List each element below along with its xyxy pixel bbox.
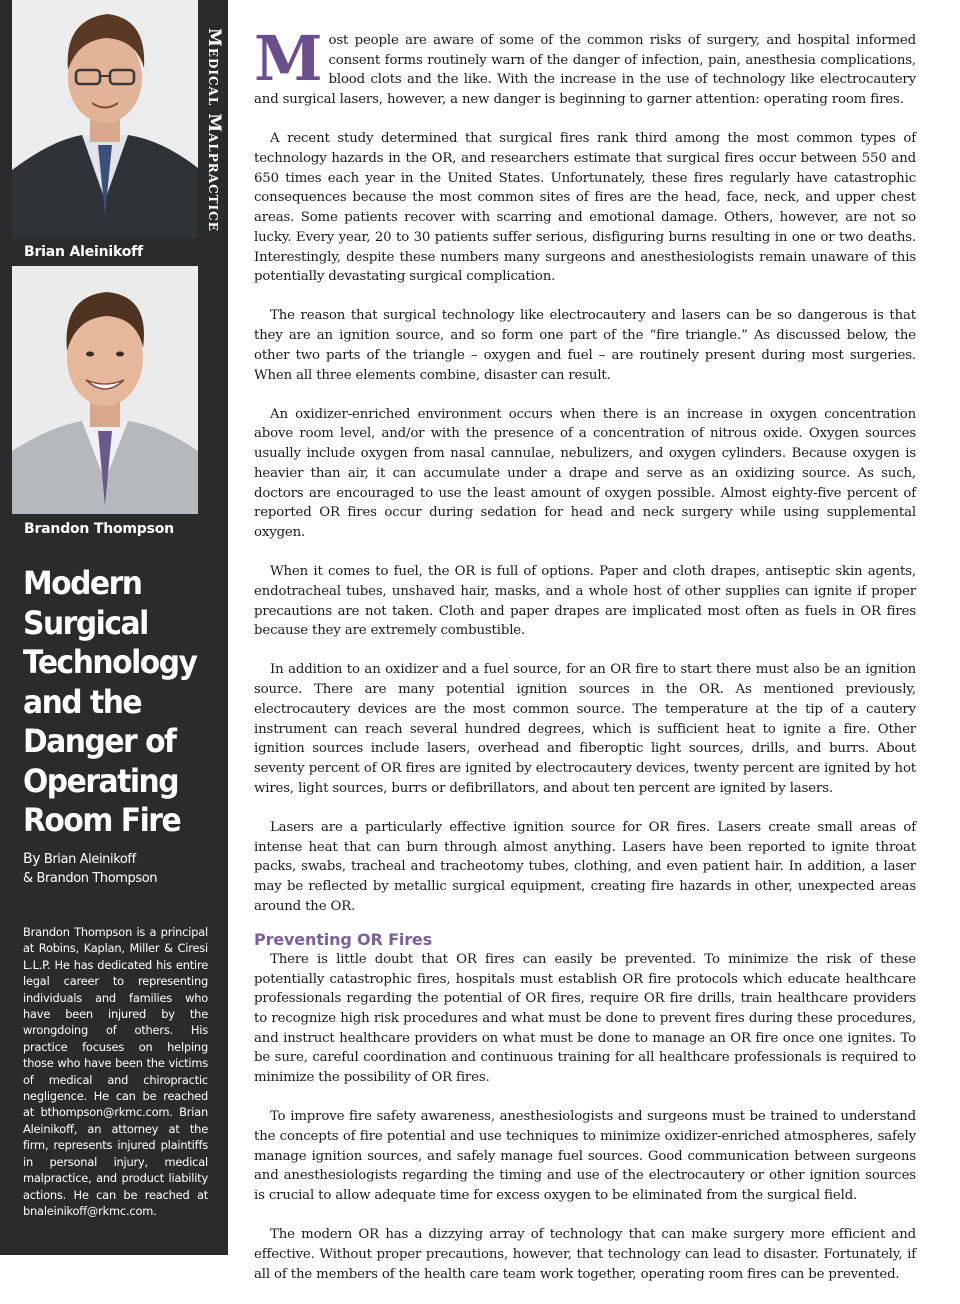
title-line: Surgical (23, 603, 148, 642)
title-line: and the (23, 682, 142, 721)
portrait-illustration (12, 0, 198, 238)
byline-author-2: & Brandon Thompson (23, 871, 158, 886)
title-line: Technology (23, 643, 197, 681)
author-caption-1: Brian Aleinikoff (24, 244, 143, 260)
byline (23, 850, 223, 888)
body-paragraph: In addition to an oxidizer and a fuel source, for an OR fire to start there must also be an ignition source. There are many potential ignition sources in the OR. As mentioned previously, electrocautery devices are the most common source. The temperature at the tip of a cautery instrument can reach several hundred degrees, which is sufficient heat to ignite a fire. Other ignition sources include lasers, overhead and fiberoptic light sources, drills, and burrs. About seventy percent of OR fires are ignited by electrocautery devices, twenty percent are ignited by hot wires, light sources, burrs or defibrillators, and about ten percent are ignited by lasers. (254, 662, 916, 796)
byline-author-1: Brian Aleinikoff (43, 852, 136, 867)
byline-by: By (23, 851, 41, 867)
body-paragraph: The reason that surgical technology like electrocautery and lasers can be so dangerous is that they are an ignition source, and so form one part of the “fire triangle.” As discussed below, the other two parts of the triangle – oxygen and fuel – are routinely present during most surgeries. When all three elements combine, disaster can result. (254, 308, 916, 383)
author-bio: Brandon Thompson is a principal at Robins, Kaplan, Miller & Ciresi L.L.P. He has dedicated his entire legal career to representing individuals and families who have been injured by the wrongdoing of others. His practice focuses on helping those who have been the victims of medical and chiropractic negligence. He can be reached at bthompson@rkmc.com. Brian Aleinikoff, an attorney at the firm, represents injured plaintiffs in personal injury, medical malpractice, and product liability actions. He can be reached at bnaleinikoff@rkmc.com. (23, 925, 208, 1218)
author-photo-brian-aleinikoff (12, 0, 198, 238)
body-paragraph: When it comes to fuel, the OR is full of options. Paper and cloth drapes, antiseptic skin agents, endotracheal tubes, unshaved hair, masks, and a whole host of other supplies can ignite if proper precautions are not taken. Cloth and paper drapes are implicated most often as fuels in OR fires because they are extremely combustible. (254, 564, 916, 639)
section-label (201, 28, 227, 288)
title-line: Operating (23, 761, 179, 800)
title-line: Modern (23, 564, 142, 602)
title-line: Room Fire (23, 801, 181, 839)
body-paragraph: The modern OR has a dizzying array of technology that can make surgery more efficient and effective. Without proper precautions, however, that technology can lead to disaster. Fortunately, if all of the members of the health care team work together, operating room fires can be prevented. (254, 1227, 916, 1282)
intro-text: ost people are aware of some of the common risks of surgery, and hospital informed consent forms routinely warn of the danger of infection, pain, anesthesia complications, blood clots and the like. With the increase in the use of technology like electrocautery and surgical lasers, however, a new danger is beginning to garner attention: operating room fires. (254, 33, 916, 108)
article-body (254, 22, 916, 1304)
body-paragraph: There is little doubt that OR fires can easily be prevented. To minimize the risk of these potentially catastrophic fires, hospitals must establish OR fire protocols which educate healthcare professionals regarding the potential of OR fires, require OR fire drills, train healthcare providers to recognize high risk procedures and what must be done to prevent fires during these procedures, and instruct healthcare providers on what must be done to manage an OR fire once one ignites. To be sure, careful coordination and continuous training for all healthcare professionals is required to minimize the possibility of OR fires. (254, 951, 916, 1086)
body-paragraph: To improve fire safety awareness, anesthesiologists and surgeons must be trained to understand the concepts of fire potential and use techniques to minimize oxidizer-enriched atmospheres, safely manage ignition sources, and safely manage fuel sources. Good communication between surgeons and anesthesiologists regarding the timing and use of the electrocautery or other ignition sources is crucial to allow adequate time for excess oxygen to be eliminated from the surgical field. (254, 1109, 916, 1204)
body-paragraph: A recent study determined that surgical fires rank third among the most common types of technology hazards in the OR, and researchers estimate that surgical fires occur between 550 and 650 times each year in the United States. Unfortunately, these fires regularly have catastrophic consequences because the most common sites of fires are the head, face, neck, and upper chest areas. Some patients recover with scarring and emotional damage. Others, however, are not so lucky. Every year, 20 to 30 patients suffer serious, disfiguring burns resulting in one or two deaths. Interestingly, despite these numbers many surgeons and anesthesiologists remain unaware of this potentially devastating surgical complication. (254, 131, 916, 285)
intro-paragraph (254, 22, 916, 110)
portrait-illustration (12, 266, 198, 514)
article-title (23, 564, 209, 841)
body-paragraph: Lasers are a particularly effective ignition source for OR fires. Lasers create small areas of intense heat that can burn through almost anything. Lasers have been reported to ignite throat packs, swabs, tracheal and tracheotomy tubes, clothing, and even patient hair. In addition, a laser may be reflected by metallic surgical equipment, creating fire hazards in other, unexpected areas around the OR. (254, 819, 916, 914)
drop-cap: M (254, 22, 323, 95)
author-caption-2: Brandon Thompson (24, 521, 174, 537)
title-line: Danger of (23, 722, 176, 760)
section-label-text: Medical Malpractice (204, 28, 224, 232)
section-subheading: Preventing OR Fires (254, 929, 433, 949)
sidebar (0, 0, 228, 1255)
body-paragraph: An oxidizer-enriched environment occurs when there is an increase in oxygen concentration above room level, and/or with the presence of a concentration of nitrous oxide. Oxygen sources usually include oxygen from nasal cannulae, nebulizers, and oxygen cylinders. Because oxygen is heavier than air, it can accumulate under a drape and serve as an oxidizing source. As such, doctors are encouraged to use the least amount of oxygen possible. Almost eighty-five percent of reported OR fires occur during sedation for head and neck surgery while using supplemental oxygen. (254, 406, 916, 540)
author-photo-brandon-thompson (12, 266, 198, 514)
